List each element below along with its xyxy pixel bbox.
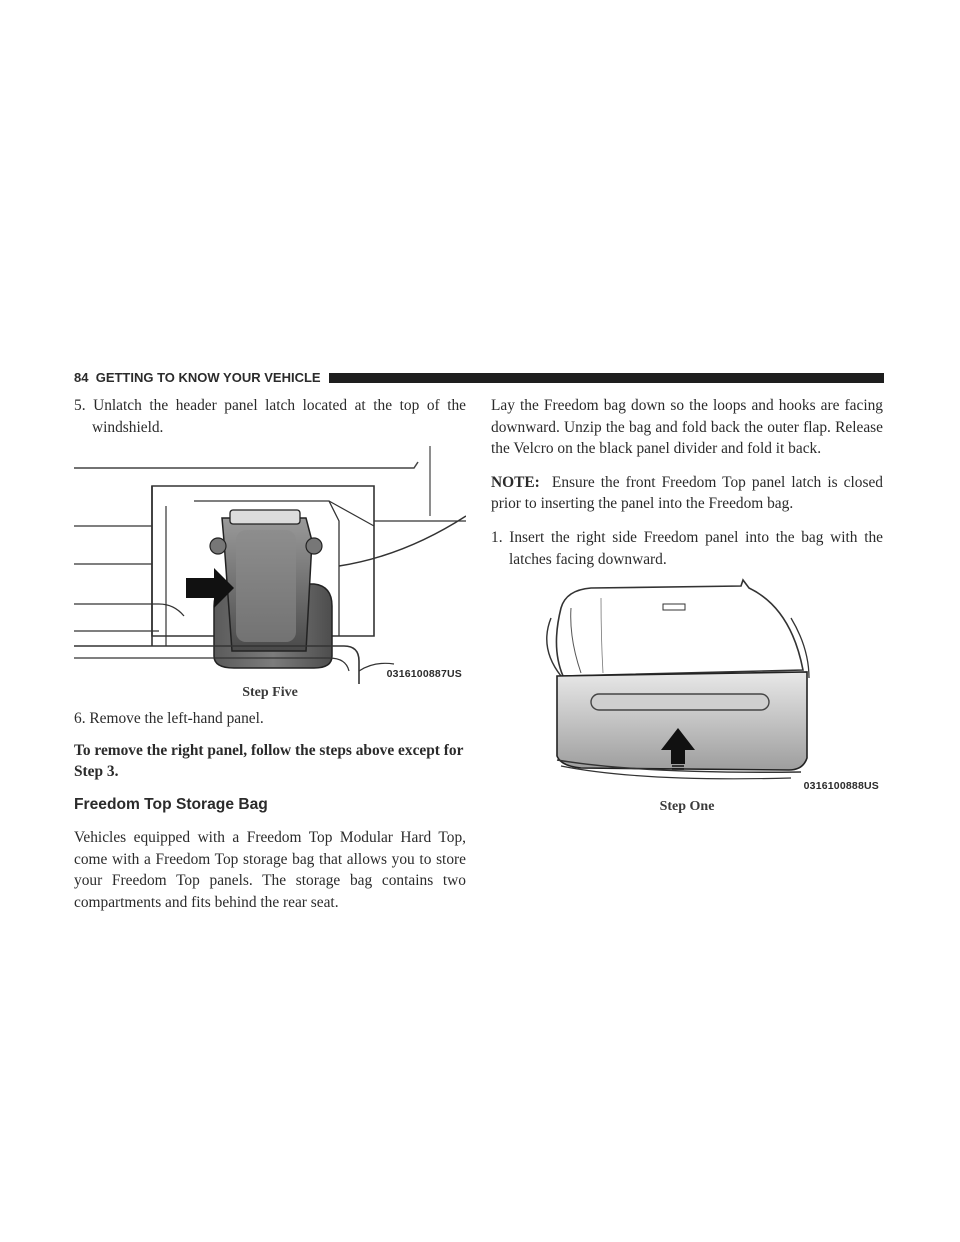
step-five-text: 5. Unlatch the header panel latch located at the top of the windshield.	[74, 397, 466, 436]
storage-bag-illustration	[491, 578, 883, 788]
page-header-text	[74, 369, 329, 387]
note-label: NOTE:	[491, 473, 540, 491]
section-title: GETTING TO KNOW YOUR VEHICLE	[95, 370, 321, 385]
step-one-text: 1. Insert the right side Freedom panel into the bag with the latches facing downward.	[491, 528, 883, 568]
figure-code-1: 0316100887US	[386, 668, 462, 681]
note-paragraph	[491, 472, 883, 515]
intro-paragraph: Lay the Freedom bag down so the loops and hooks are facing downward. Unzip the bag and fold back the outer flap. Release the Velcro on the black panel divider and fold it back.	[491, 397, 883, 458]
storage-bag-description: Vehicles equipped with a Freedom Top Modular Hard Top, come with a Freedom Top storage bag that allows you to store your Freedom Top panels. The storage bag contains two compartments and fits behind the rear seat.	[74, 828, 466, 911]
section-heading: Freedom Top Storage Bag	[74, 795, 268, 813]
right-column	[491, 395, 883, 816]
figure-code-2: 0316100888US	[803, 780, 879, 793]
right-panel-note: To remove the right panel, follow the steps above except for Step 3.	[74, 741, 464, 781]
step-six-text: 6. Remove the left-hand panel.	[74, 710, 264, 728]
header-latch-illustration	[74, 446, 466, 684]
figure-caption-step-five: Step Five	[242, 685, 298, 701]
page-number: 84	[74, 370, 89, 385]
page-header	[74, 369, 884, 387]
figure-step-one	[491, 578, 883, 793]
note-text: Ensure the front Freedom Top panel latch is closed prior to inserting the panel into the Freedom bag.	[491, 473, 883, 513]
figure-caption-step-one: Step One	[659, 799, 715, 815]
figure-step-five	[74, 446, 466, 684]
left-column	[74, 395, 466, 913]
